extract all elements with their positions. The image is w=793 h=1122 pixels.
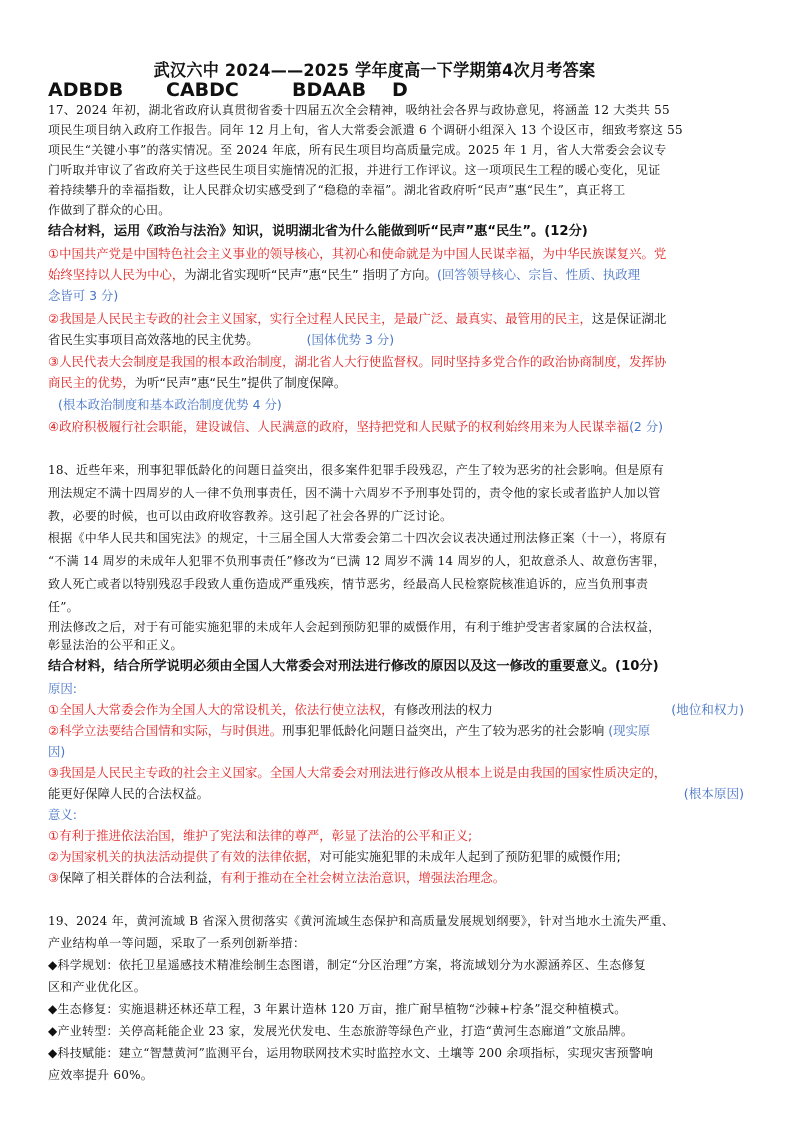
answer-key-text: ②我国是人民民主专政的社会主义国家，实行全过程人民民主，是最广泛、最真实、最管用的民主， xyxy=(48,311,592,326)
q18-material-line: 18、近些年来，刑事犯罪低龄化的问题日益突出，很多案件犯罪手段残忍，产生了较为恶劣的社会影响。但是原有 xyxy=(48,463,665,477)
answer-key-text: ③ xyxy=(48,870,60,885)
answer-key-text: ④政府积极履行社会职能，建设诚信、人民满意的政府，坚持把党和人民赋予的权利始终用来为人民谋幸福 xyxy=(48,419,630,434)
answer-key-text: ①全国人大常委会作为全国人大的常设机关，依法行使立法权， xyxy=(48,702,394,717)
score-note: (国体优势 3 分) xyxy=(306,332,395,347)
score-note: (根本政治制度和基本政治制度优势 4 分) xyxy=(58,397,282,412)
answer-key-text: ②为国家机关的执法活动提供了有效的法律依据， xyxy=(48,849,320,864)
answer-text: 对可能实施犯罪的未成年人起到了预防犯罪的威慑作用; xyxy=(319,849,621,864)
q18-reason-2 xyxy=(48,723,650,739)
answer-key-text: 有利于推动在全社会树立法治意识，增强法治理念。 xyxy=(220,870,506,885)
q17-answer-1: ①中国共产党是中国特色社会主义事业的领导核心，其初心和使命就是为中国人民谋幸福，为中华民族谋复兴。党 xyxy=(48,246,667,261)
answer-group-3: BDAAB xyxy=(292,79,367,101)
answer-key-text: 商民主的优势， xyxy=(48,375,135,390)
meaning-label: 意义: xyxy=(48,807,77,822)
answer-group-2: CABDC xyxy=(166,79,239,101)
document-title: 武汉六中 2024——2025 学年度高一下学期第4次月考答案 xyxy=(153,61,596,81)
q18-meaning-3 xyxy=(48,870,505,886)
q19-material-line: 产业结构单一等问题，采取了一系列创新举措： xyxy=(48,936,306,950)
q18-material-line: 任”。 xyxy=(48,600,79,614)
choice-answers-row xyxy=(48,79,408,101)
q18-material-line: 根据《中华人民共和国宪法》的规定，十三届全国人大常委会第二十四次会议表决通过刑法修正案（十一），将原有 xyxy=(48,531,667,545)
q17-answer-1-cont xyxy=(48,267,640,283)
score-note: (2 分) xyxy=(629,419,663,434)
score-note: 念皆可 3 分) xyxy=(48,288,119,303)
q19-material-line: ◆科技赋能：建立“智慧黄河”监测平台，运用物联网技术实时监控水文、土壤等 200 余项指标，实现灾害预警响 xyxy=(48,1046,654,1060)
answer-text: 这是保证湖北 xyxy=(591,311,667,326)
answer-group-4: D xyxy=(392,79,408,101)
score-note: (地位和权力) xyxy=(671,702,744,717)
answer-text: 省民生实事项目高效落地的民主优势。 xyxy=(48,332,259,347)
q18-material-line: 致人死亡或者以特别残忍手段致人重伤造成严重残疾，情节恶劣，经最高人民检察院核准追诉的，应当负刑事责 xyxy=(48,577,649,591)
answer-text: 保障了相关群体的合法利益， xyxy=(59,870,221,885)
q19-material-line: ◆生态修复：实施退耕还林还草工程，3 年累计造林 120 万亩，推广耐旱植物“沙棘+柠条”混交种植模式。 xyxy=(48,1002,627,1016)
score-note: (回答领导核心、宗旨、性质、执政理 xyxy=(436,267,641,282)
answer-text: 为湖北省实现听“民声”惠“民生” 指明了方向。 xyxy=(184,267,437,282)
answer-text: 为听“民声”惠“民生”提供了制度保障。 xyxy=(134,375,347,390)
answer-group-1: ADBDB xyxy=(48,79,124,101)
q18-material-line: 彰显法治的公平和正义。 xyxy=(48,638,183,652)
q17-material-line: 17、2024 年初，湖北省政府认真贯彻省委十四届五次全会精神，吸纳社会各界与政协意见，将涵盖 12 大类共 55 xyxy=(48,103,670,117)
q19-material-line: ◆产业转型：关停高耗能企业 23 家，发展光伏发电、生态旅游等绿色产业，打造“黄河生态廊道”文旅品牌。 xyxy=(48,1024,634,1038)
score-note: (根本原因) xyxy=(683,786,744,801)
q17-material-line: 项民生“关键小事”的落实情况。至 2024 年底，所有民生项目均高质量完成。2025 年 1 月，省人大常委会会议专 xyxy=(48,143,667,157)
answer-key-text: 始终坚持以人民为中心， xyxy=(48,267,185,282)
score-note: 因) xyxy=(48,744,66,759)
q18-reason-1 xyxy=(48,702,493,718)
q18-reason-3: ③我国是人民民主专政的社会主义国家。全国人大常委会对刑法进行修改从根本上说是由我国的国家性质决定的， xyxy=(48,765,667,780)
q18-material-line: 教，必要的时候，也可以由政府收容教养。这引起了社会各界的广泛讨论。 xyxy=(48,509,453,523)
answer-text: 有修改刑法的权力 xyxy=(393,702,493,717)
q18-meaning-1: ①有利于推进依法治国，维护了宪法和法律的尊严，彰显了法治的公平和正义; xyxy=(48,828,473,843)
q17-material-line: 着持续攀升的幸福指数，让人民群众切实感受到了“稳稳的幸福”。湖北省政府听“民声”惠“民生”，真正将工 xyxy=(48,183,626,197)
q19-material-line: 19、2024 年，黄河流域 B 省深入贯彻落实《黄河流域生态保护和高质量发展规划纲要》，针对当地水土流失严重、 xyxy=(48,914,675,928)
q17-material-line: 项民生项目纳入政府工作报告。同年 12 月上旬，省人大常委会派遣 6 个调研小组深入 13 个设区市，细致考察这 55 xyxy=(48,123,683,137)
q18-material-line: 刑法修改之后，对于有可能实施犯罪的未成年人会起到预防犯罪的威慑作用，有利于维护受害者家属的合法权益， xyxy=(48,620,661,634)
reason-label: 原因: xyxy=(48,681,77,696)
q18-material-line: 刑法规定不满十四周岁的人一律不负刑事责任，因不满十六周岁不予刑事处罚的，责令他的家长或者监护人加以管 xyxy=(48,486,661,500)
answer-text: 刑事犯罪低龄化问题日益突出，产生了较为恶劣的社会影响 xyxy=(282,723,605,738)
answer-key-text: ②科学立法要结合国情和实际，与时俱进。 xyxy=(48,723,283,738)
q19-material-line: 区和产业优化区。 xyxy=(48,980,147,994)
q18-reason-3-cont: 能更好保障人民的合法权益。 xyxy=(48,786,210,801)
q19-material-line: 应效率提升 60%。 xyxy=(48,1068,153,1082)
q17-answer-4 xyxy=(48,419,663,435)
q18-material-line: “不满 14 周岁的未成年人犯罪不负刑事责任”修改为“已满 12 周岁不满 14 周岁的人，犯故意杀人、故意伤害罪， xyxy=(48,554,666,568)
q18-question: 结合材料，结合所学说明必须由全国人大常委会对刑法进行修改的原因以及这一修改的重要意义。(10分) xyxy=(48,659,659,674)
q17-answer-2 xyxy=(48,311,666,327)
q17-answer-3: ③人民代表大会制度是我国的根本政治制度，湖北省人大行使监督权。同时坚持多党合作的政治协商制度，发挥协 xyxy=(48,354,667,369)
q18-meaning-2 xyxy=(48,849,621,865)
q19-material-line: ◆科学规划：依托卫星遥感技术精准绘制生态图谱，制定“分区治理”方案，将流域划分为水源涵养区、生态修复 xyxy=(48,958,647,972)
q17-answer-3-cont xyxy=(48,375,346,391)
q17-answer-2-cont xyxy=(48,332,394,348)
score-note: (现实原 xyxy=(608,723,651,738)
q17-material-line: 门听取并审议了省政府关于这些民生项目实施情况的汇报，并进行工作评议。这一项项民生工程的暖心变化，见证 xyxy=(48,163,661,177)
q17-question: 结合材料，运用《政治与法治》知识，说明湖北省为什么能做到听“民声”惠“民生”。(12分) xyxy=(48,224,588,239)
q17-material-line: 作做到了群众的心田。 xyxy=(48,203,171,217)
